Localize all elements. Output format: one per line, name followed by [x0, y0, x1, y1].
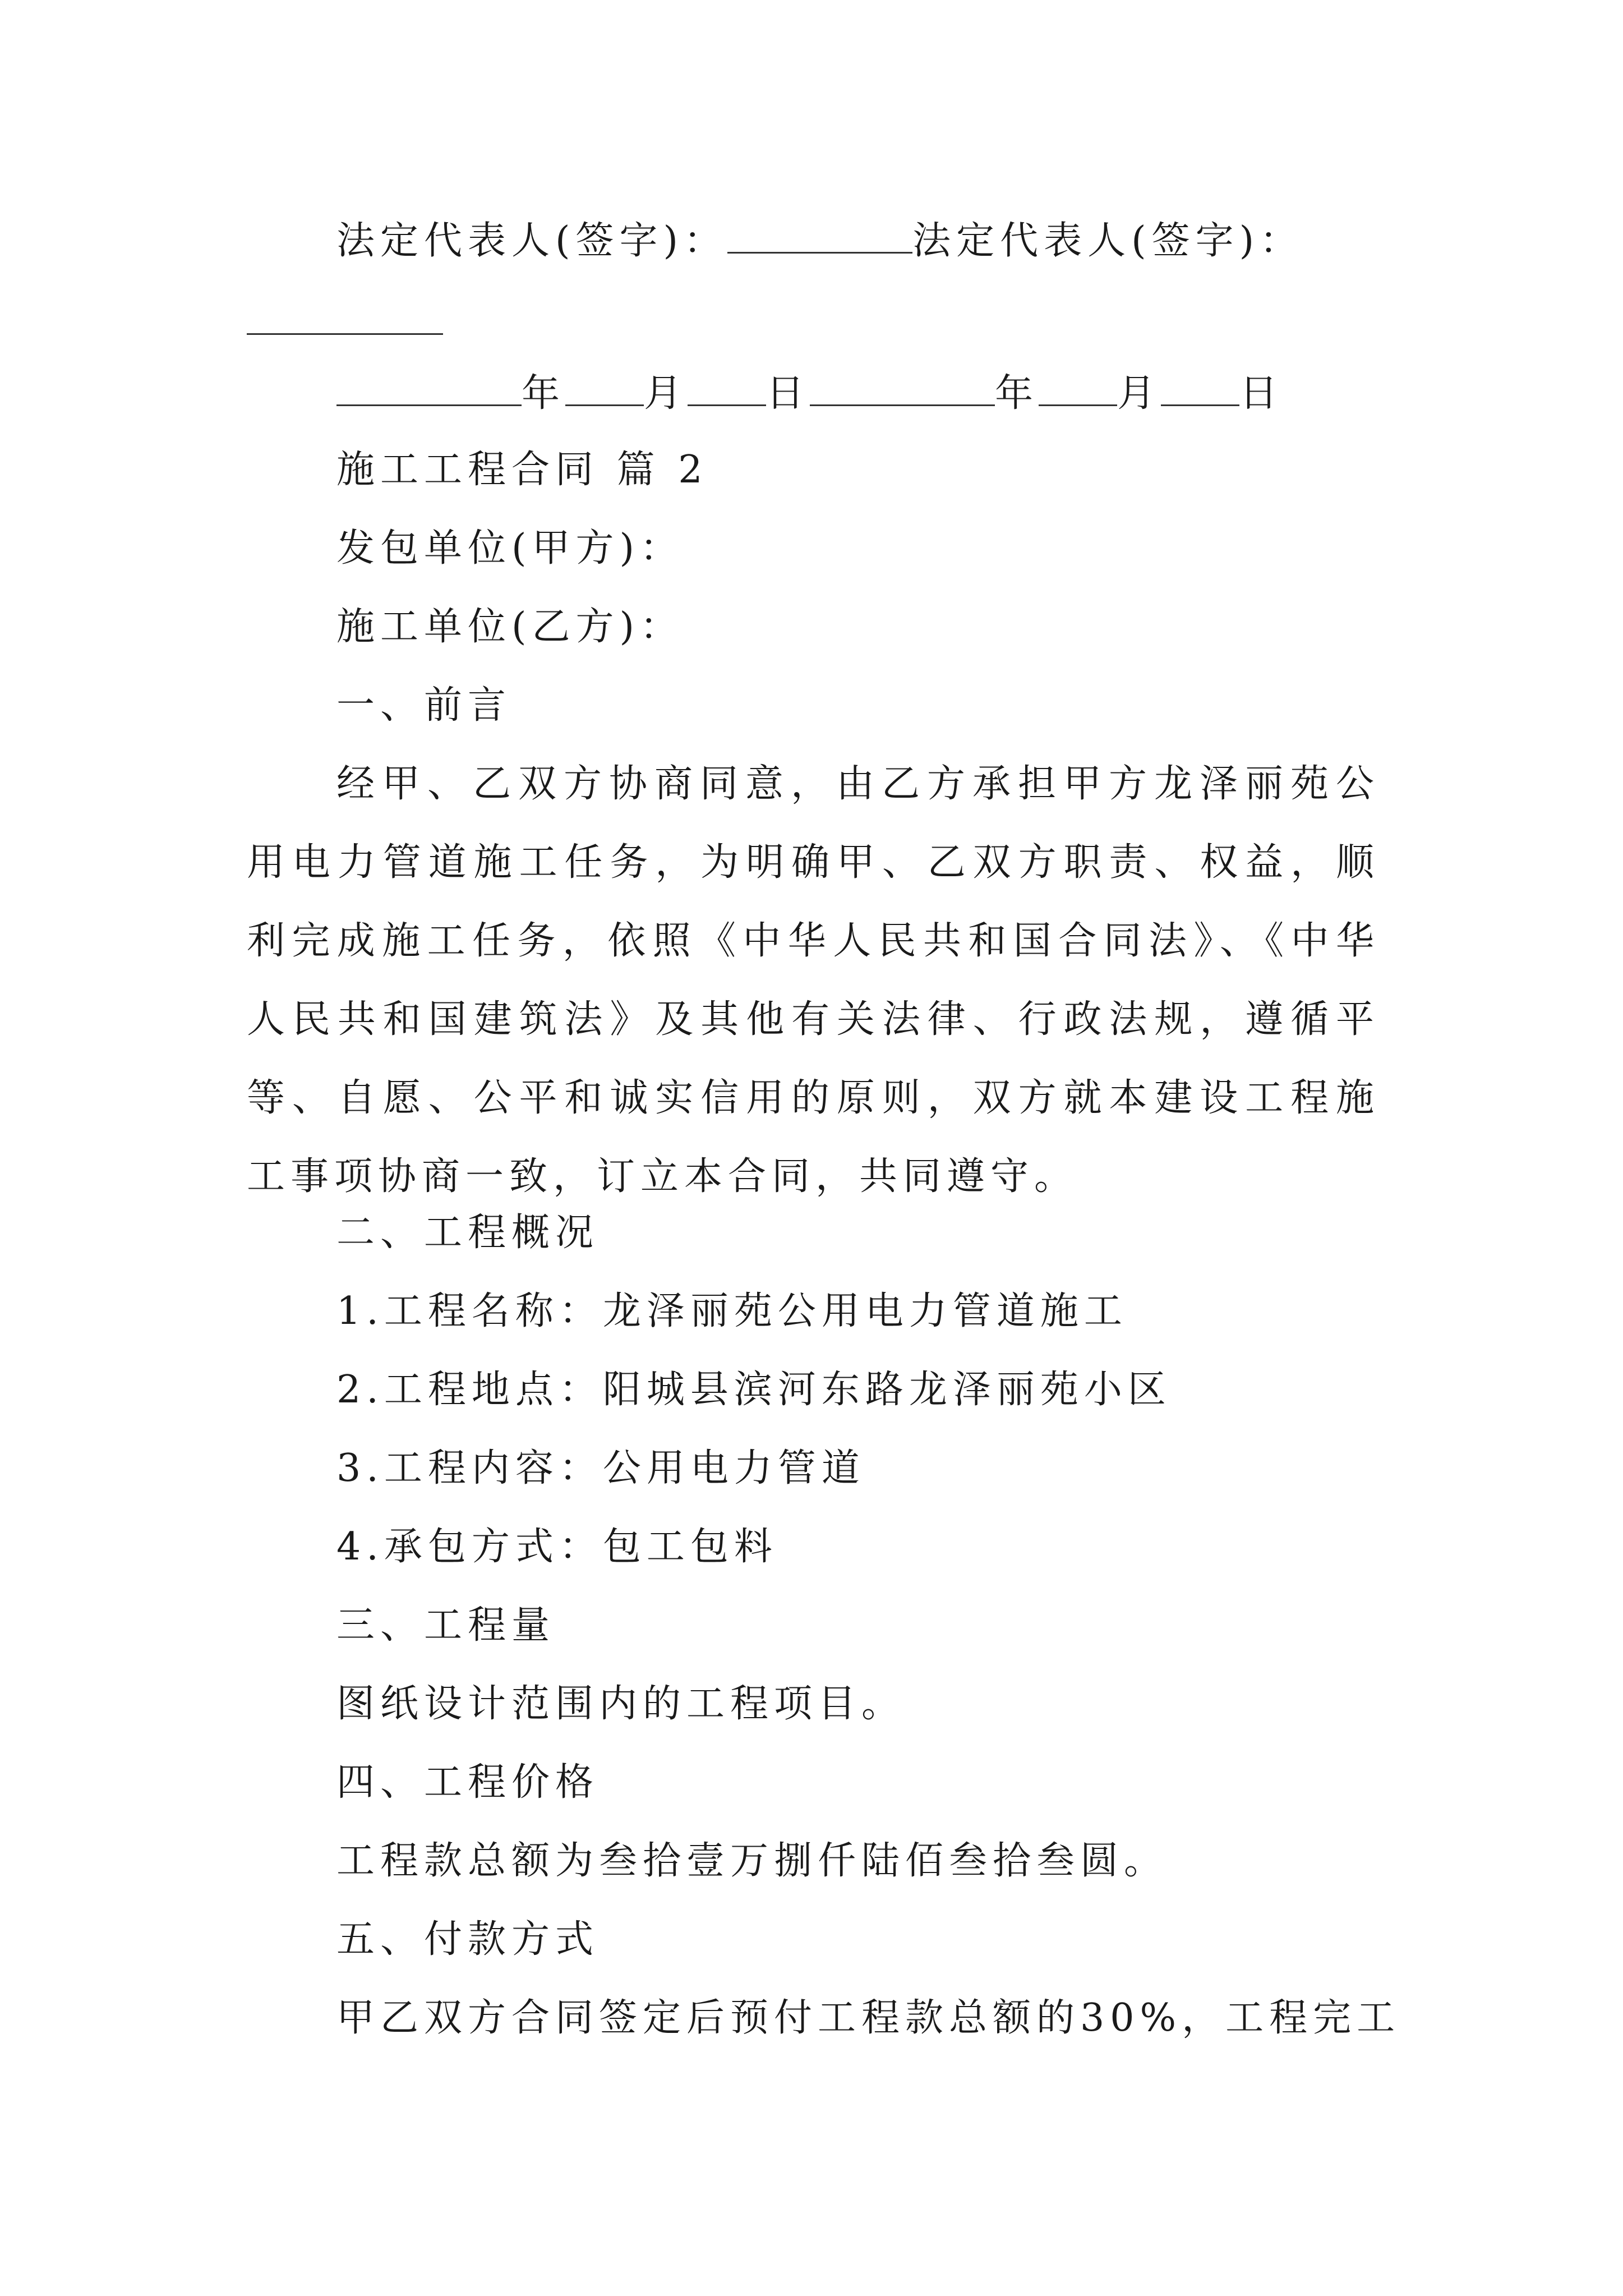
- section-3-body: 图纸设计范围内的工程项目。: [336, 1682, 906, 1726]
- day-label-a: 日: [766, 371, 810, 416]
- contract-title: 施工工程合同 篇 2: [336, 448, 708, 492]
- contract-method-item: 4.承包方式：包工包料: [336, 1525, 778, 1569]
- rep-label-a: 法定代表人(签字)：: [336, 219, 728, 263]
- year-blank-b[interactable]: [810, 370, 995, 406]
- section-1-body: 经甲、乙双方协商同意，由乙方承担甲方龙泽丽苑公用电力管道施工任务，为明确甲、乙双方职责、权益，顺利完成施工任务，依照《中华人民共和国合同法》、《中华人民共和国建筑法》及其他有关法律、行政法规，遵循平等、自愿、公平和诚实信用的原则，双方就本建设工程施工事项协商一致，订立本合同，共同遵守。: [247, 762, 1380, 1199]
- section-4-heading: 四、工程价格: [336, 1760, 600, 1805]
- month-blank-b[interactable]: [1039, 370, 1117, 406]
- section-3-heading: 三、工程量: [336, 1603, 556, 1648]
- project-content-item: 3.工程内容：公用电力管道: [336, 1446, 865, 1490]
- day-label-b: 日: [1239, 371, 1284, 416]
- signature-blank-a[interactable]: [727, 217, 912, 254]
- month-label-b: 月: [1117, 371, 1161, 416]
- party-b-label: 施工单位(乙方)：: [336, 605, 684, 649]
- section-5-heading: 五、付款方式: [336, 1917, 600, 1962]
- day-blank-b[interactable]: [1161, 370, 1239, 406]
- month-label-a: 月: [644, 371, 688, 416]
- section-4-body: 工程款总额为叁拾壹万捌仟陆佰叁拾叁圆。: [336, 1839, 1168, 1883]
- signature-blank-b[interactable]: [247, 333, 443, 335]
- year-blank-a[interactable]: [336, 370, 522, 406]
- party-a-label: 发包单位(甲方)：: [336, 526, 684, 570]
- section-1-heading: 一、前言: [336, 683, 512, 728]
- project-location-item: 2.工程地点：阳城县滨河东路龙泽丽苑小区: [336, 1368, 1172, 1412]
- section-2-heading: 二、工程概况: [336, 1211, 600, 1255]
- year-label-b: 年: [995, 371, 1039, 416]
- rep-label-b: 法定代表人(签字)：: [912, 219, 1304, 263]
- date-line: [336, 366, 1283, 422]
- signature-line: [336, 213, 1303, 269]
- section-5-body: 甲乙双方合同签定后预付工程款总额的30%，工程完工: [336, 1996, 1401, 2040]
- year-label-a: 年: [522, 371, 566, 416]
- month-blank-a[interactable]: [565, 370, 644, 406]
- day-blank-a[interactable]: [688, 370, 766, 406]
- project-name-item: 1.工程名称：龙泽丽苑公用电力管道施工: [336, 1289, 1128, 1333]
